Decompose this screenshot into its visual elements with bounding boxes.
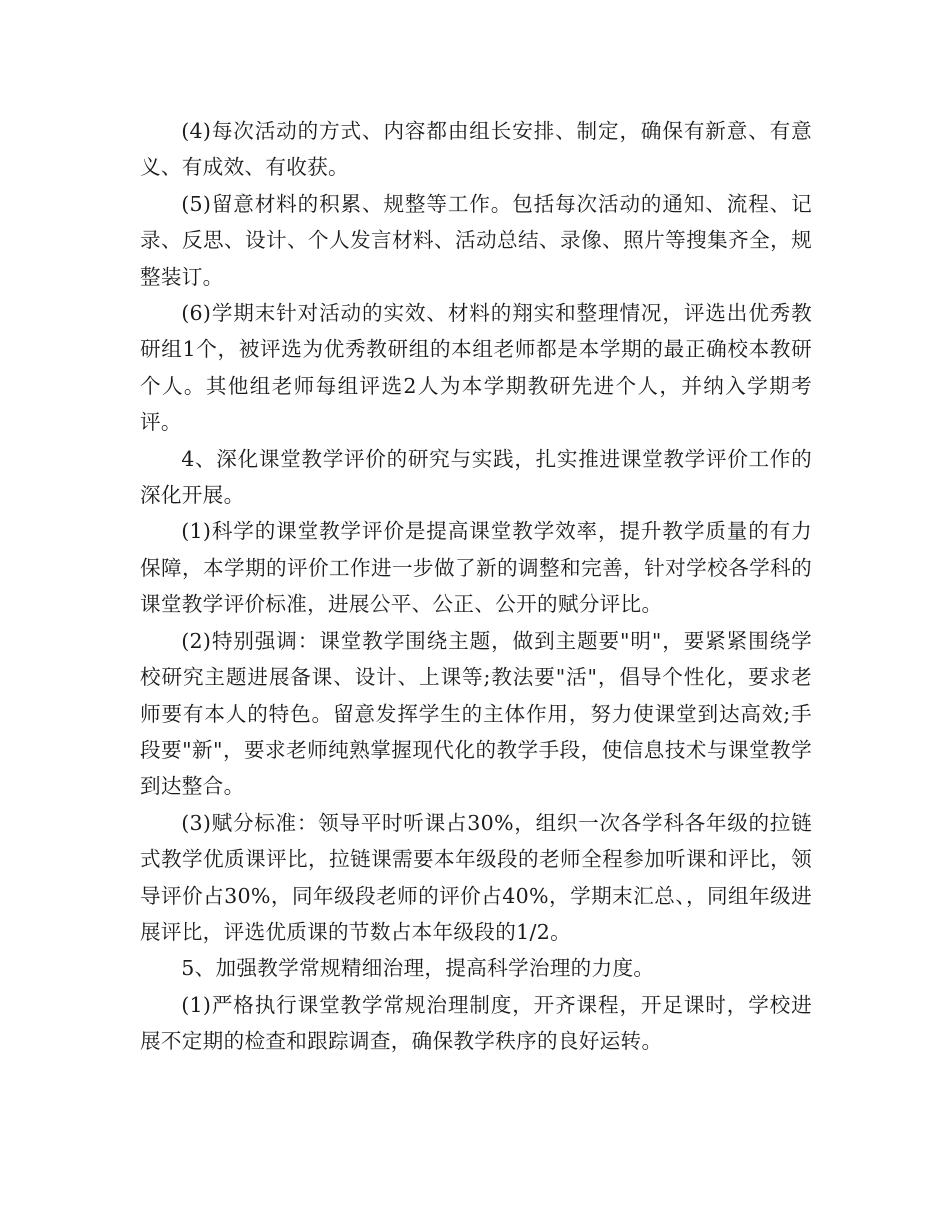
section-heading-5: 5、加强教学常规精细治理，提高科学治理的力度。 bbox=[181, 956, 655, 981]
section-heading-4: 4、深化课堂教学评价的研究与实践，扎实推进课堂教学评价工作的深化开展。 bbox=[140, 446, 812, 508]
paragraph-item-5-1: (1)严格执行课堂教学常规治理制度，开齐课程，开足课时，学校进展不定期的检查和跟踪调查，确保教学秩序的良好运转。 bbox=[140, 992, 812, 1054]
paragraph-item-4-2: (2)特别强调：课堂教学围绕主题，做到主题要"明"，要紧紧围绕学校研究主题进展备课、设计、上课等;教法要"活"，倡导个性化，要求老师要有本人的特色。留意发挥学生的主体作用，努力使课堂到达高效;手段要"新"，要求老师纯熟掌握现代化的教学手段，使信息技术与课堂教学到达整合。 bbox=[140, 628, 812, 799]
paragraph-item-4-1: (1)科学的课堂教学评价是提高课堂教学效率，提升教学质量的有力保障，本学期的评价工作进一步做了新的调整和完善，针对学校各学科的课堂教学评价标准，进展公平、公正、公开的赋分评比。 bbox=[140, 519, 812, 617]
paragraph-item-4: (4)每次活动的方式、内容都由组长安排、制定，确保有新意、有意义、有成效、有收获。 bbox=[140, 119, 812, 180]
document-body bbox=[140, 113, 812, 1060]
paragraph-item-5: (5)留意材料的积累、规整等工作。包括每次活动的通知、流程、记录、反思、设计、个人发言材料、活动总结、录像、照片等搜集齐全，规整装订。 bbox=[140, 191, 812, 289]
paragraph-item-4-3: (3)赋分标准：领导平时听课占30%，组织一次各学科各年级的拉链式教学优质课评比，拉链课需要本年级段的老师全程参加听课和评比，领导评价占30%，同年级段老师的评价占40%，学期末汇总、，同组年级进展评比，评选优质课的节数占本年级段的1/2。 bbox=[140, 810, 812, 944]
paragraph-item-6: (6)学期末针对活动的实效、材料的翔实和整理情况，评选出优秀教研组1个，被评选为优秀教研组的本组老师都是本学期的最正确校本教研个人。其他组老师每组评选2人为本学期教研先进个人，并纳入学期考评。 bbox=[140, 301, 812, 435]
